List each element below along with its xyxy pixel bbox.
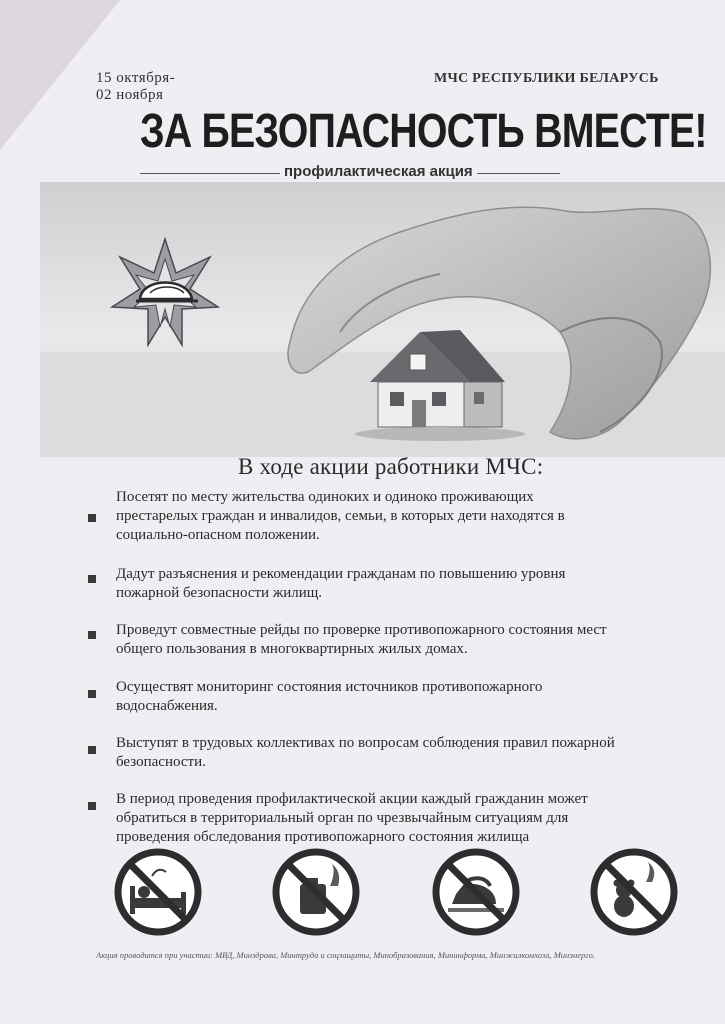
item-line: престарелых граждан и инвалидов, семьи, в которых дети находятся в bbox=[116, 508, 565, 524]
bullet-icon bbox=[88, 802, 96, 810]
no-unattended-iron-icon bbox=[430, 846, 522, 938]
footer-note: Акция проводится при участии: МВД, Минздрава, Минтруда и соцзащиты, Минобразования, Мининформа, Минжилкомхоза, Минэнерго. bbox=[96, 950, 595, 960]
list-item-text bbox=[116, 790, 706, 847]
item-line: Проведут совместные рейды по проверке противопожарного состояния мест bbox=[116, 622, 607, 638]
bullet-icon bbox=[88, 514, 96, 522]
list-item-text bbox=[116, 621, 706, 659]
item-line: водоснабжения. bbox=[116, 698, 218, 714]
item-line: обратиться в территориальный орган по чрезвычайным ситуациям для bbox=[116, 810, 569, 826]
bullet-icon bbox=[88, 575, 96, 583]
item-line: социально-опасном положении. bbox=[116, 527, 320, 543]
poster-title: ЗА БЕЗОПАСНОСТЬ ВМЕСТЕ! bbox=[140, 105, 707, 158]
item-line: пожарной безопасности жилищ. bbox=[116, 585, 323, 601]
list-item-text bbox=[116, 734, 706, 772]
subtitle-row bbox=[140, 160, 560, 182]
mchs-star-helmet-emblem bbox=[110, 237, 220, 347]
item-line: Посетят по месту жительства одиноких и одиноко проживающих bbox=[116, 489, 534, 505]
date-end: 02 ноября bbox=[96, 87, 164, 103]
item-line: общего пользования в многоквартирных жилых домах. bbox=[116, 641, 468, 657]
no-children-playing-with-fire-icon bbox=[588, 846, 680, 938]
list-item-text bbox=[116, 488, 706, 545]
item-line: проведения обследования противопожарного состояния жилища bbox=[116, 829, 530, 845]
item-line: Осуществят мониторинг состояния источников противопожарного bbox=[116, 679, 543, 695]
item-line: В период проведения профилактической акции каждый гражданин может bbox=[116, 791, 588, 807]
bullet-icon bbox=[88, 631, 96, 639]
organization-name: МЧС РЕСПУБЛИКИ БЕЛАРУСЬ bbox=[434, 71, 659, 86]
section-heading: В ходе акции работники МЧС: bbox=[238, 454, 544, 479]
bullet-icon bbox=[88, 690, 96, 698]
no-smoking-in-bed-icon bbox=[112, 846, 204, 938]
date-start: 15 октября- bbox=[96, 70, 176, 86]
list-item-text bbox=[116, 565, 706, 603]
item-line: Дадут разъяснения и рекомендации гражданам по повышению уровня bbox=[116, 566, 566, 582]
poster-subtitle: профилактическая акция bbox=[280, 163, 477, 180]
bullet-icon bbox=[88, 746, 96, 754]
prohibition-signs bbox=[90, 846, 690, 946]
banner-image bbox=[40, 182, 725, 457]
item-line: Выступят в трудовых коллективах по вопросам соблюдения правил пожарной bbox=[116, 735, 615, 751]
no-open-fire-near-fuel-icon bbox=[270, 846, 362, 938]
item-line: безопасности. bbox=[116, 754, 206, 770]
list-item-text bbox=[116, 678, 706, 716]
campaign-dates bbox=[96, 70, 175, 104]
